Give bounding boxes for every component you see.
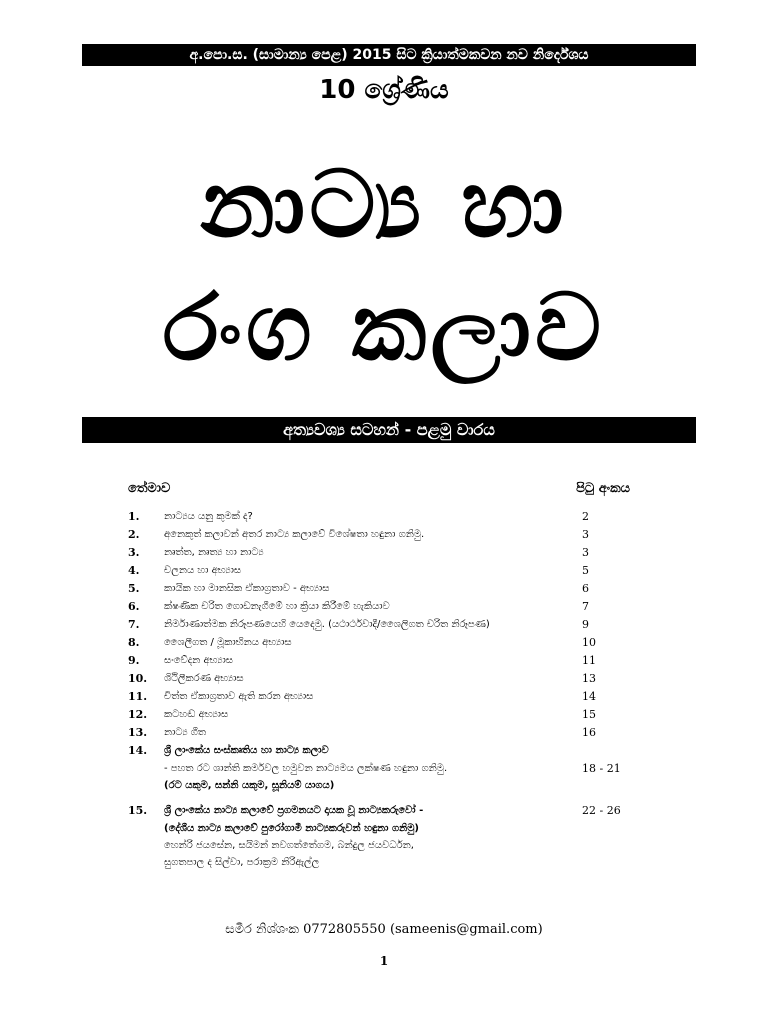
top-banner [82,44,696,66]
toc-header [128,478,640,500]
toc-label: ශෛලීගත / මූකාභිනය අභ්‍යාස [164,637,292,648]
toc-subline [128,854,640,871]
toc-row [128,688,640,706]
table-of-contents [128,478,640,871]
toc-label: ශ්‍රී ලාංකේය සංස්කෘතිය හා නාට්‍ය කලාව [164,745,329,756]
toc-row [128,706,640,724]
toc-sub-text: (දේශීය නාට්‍ය කලාවේ පුරෝගාමී නාට්‍යකරුවන් හඳුනා ගනිමු) [164,823,419,834]
toc-number: 7. [128,618,140,631]
toc-label: නිර්මාණාත්මක නිරූපණයෙහි යෙදෙමු. (යථාර්ථවාදී/ශෛලිගත චරිත නිරූපණ) [164,619,490,630]
toc-page: 10 [582,636,596,649]
toc-sub-text: සුගතපාල ද සිල්වා, පරාක්‍රම නිරිඇල්ල [164,857,320,868]
toc-number: 4. [128,564,140,577]
toc-row [128,670,640,688]
toc-number: 6. [128,600,140,613]
author-contact: සමීර නිශ්ශංක 0772805550 (sameenis@gmail.com) [225,922,543,937]
toc-page: 16 [582,726,596,739]
toc-label: කායික හා මානසික ඒකාග්‍රතාව - අභ්‍යාස [164,583,330,594]
grade-heading: 10 ශ්‍රේණිය [319,75,449,105]
toc-label: නාට්‍යය යනු කුමක් ද? [164,511,253,522]
toc-label: චිත්ත ඒකාග්‍රතාව ඇති කරන අභ්‍යාස [164,691,314,702]
title-line-2: රංග කලාව [162,274,606,381]
toc-row [128,652,640,670]
toc-sub-text: (රට යකුම, සන්නි යකුම, සූනියම් යාගය) [164,780,335,791]
toc-number: 3. [128,546,140,559]
toc-label: සංවේදන අභ්‍යාස [164,655,233,666]
toc-row [128,562,640,580]
toc-subline [128,820,640,837]
toc-page: 15 [582,708,596,721]
toc-number: 10. [128,672,148,685]
toc-sub-text: හෙන්රි ජයසේන, සයිමන් නවගත්තේගම, බන්දුල ජයවර්ධන, [164,840,414,851]
toc-label: නාට්‍ය ගීත [164,727,207,738]
toc-page: 9 [582,618,589,631]
toc-page: 22 - 26 [582,804,621,817]
toc-number: 2. [128,528,140,541]
subtitle-text: අත්‍යවශ්‍ය සටහන් - පළමු වාරය [283,420,495,439]
toc-number: 8. [128,636,140,649]
toc-number: 14. [128,744,148,757]
toc-page: 7 [582,600,589,613]
toc-number: 12. [128,708,148,721]
toc-row-15 [128,802,640,820]
toc-row [128,580,640,598]
toc-label: ශිථිලීකරණ අභ්‍යාස [164,673,244,684]
toc-page: 13 [582,672,596,685]
toc-number: 5. [128,582,140,595]
toc-subline [128,777,640,794]
toc-page: 6 [582,582,589,595]
toc-number: 9. [128,654,140,667]
toc-subline [128,760,640,777]
toc-row [128,724,640,742]
toc-gap [128,794,640,802]
toc-number: 11. [128,690,148,703]
toc-page: 18 - 21 [582,762,621,775]
toc-page: 14 [582,690,596,703]
toc-page: 2 [582,510,589,523]
toc-row [128,544,640,562]
toc-number: 13. [128,726,148,739]
toc-row-14 [128,742,640,760]
toc-row [128,634,640,652]
toc-subline [128,837,640,854]
toc-page: 5 [582,564,589,577]
toc-row [128,616,640,634]
toc-header-topic: තේමාව [128,481,171,496]
toc-label: කටහඬ අභ්‍යාස [164,709,229,720]
subtitle-banner [82,417,696,443]
toc-number: 1. [128,510,140,523]
toc-label: ක්ෂණික චරිත ගොඩනැගීමේ හා ක්‍රියා කිරීමේ හැකියාව [164,601,390,612]
toc-label: නෘත්ත, නෘත්‍ය හා නාට්‍ය [164,547,264,558]
page-number: 1 [379,954,389,968]
toc-page: 3 [582,546,589,559]
toc-number: 15. [128,804,148,817]
title-line-1: නාට්‍ය හා [200,151,568,258]
syllabus-banner-text: අ.පො.ස. (සාමාන්‍ය පෙළ) 2015 සිට ක්‍රියාත්මකවන නව නිර්දේශය [189,47,589,63]
toc-page: 3 [582,528,589,541]
toc-row [128,598,640,616]
toc-row [128,508,640,526]
toc-header-page: පිටු අංකය [576,481,630,496]
toc-page: 11 [582,654,596,667]
toc-label: චලනය හා අභ්‍යාස [164,565,242,576]
toc-row [128,526,640,544]
toc-label: අනෙකුත් කලාවන් අතර නාට්‍ය කලාවේ විශේෂතා හඳුනා ගනිමු. [164,529,425,540]
toc-label: ශ්‍රී ලාංකේය නාට්‍ය කලාවේ ප්‍රගමනයට දායක වූ නාට්‍යකරුවෝ - [164,805,424,816]
toc-sub-text: - පහත රට ශාන්ති කර්මවල හමුවන නාට්‍යමය ලක්ෂණ හඳුනා ගනිමු. [164,763,448,774]
